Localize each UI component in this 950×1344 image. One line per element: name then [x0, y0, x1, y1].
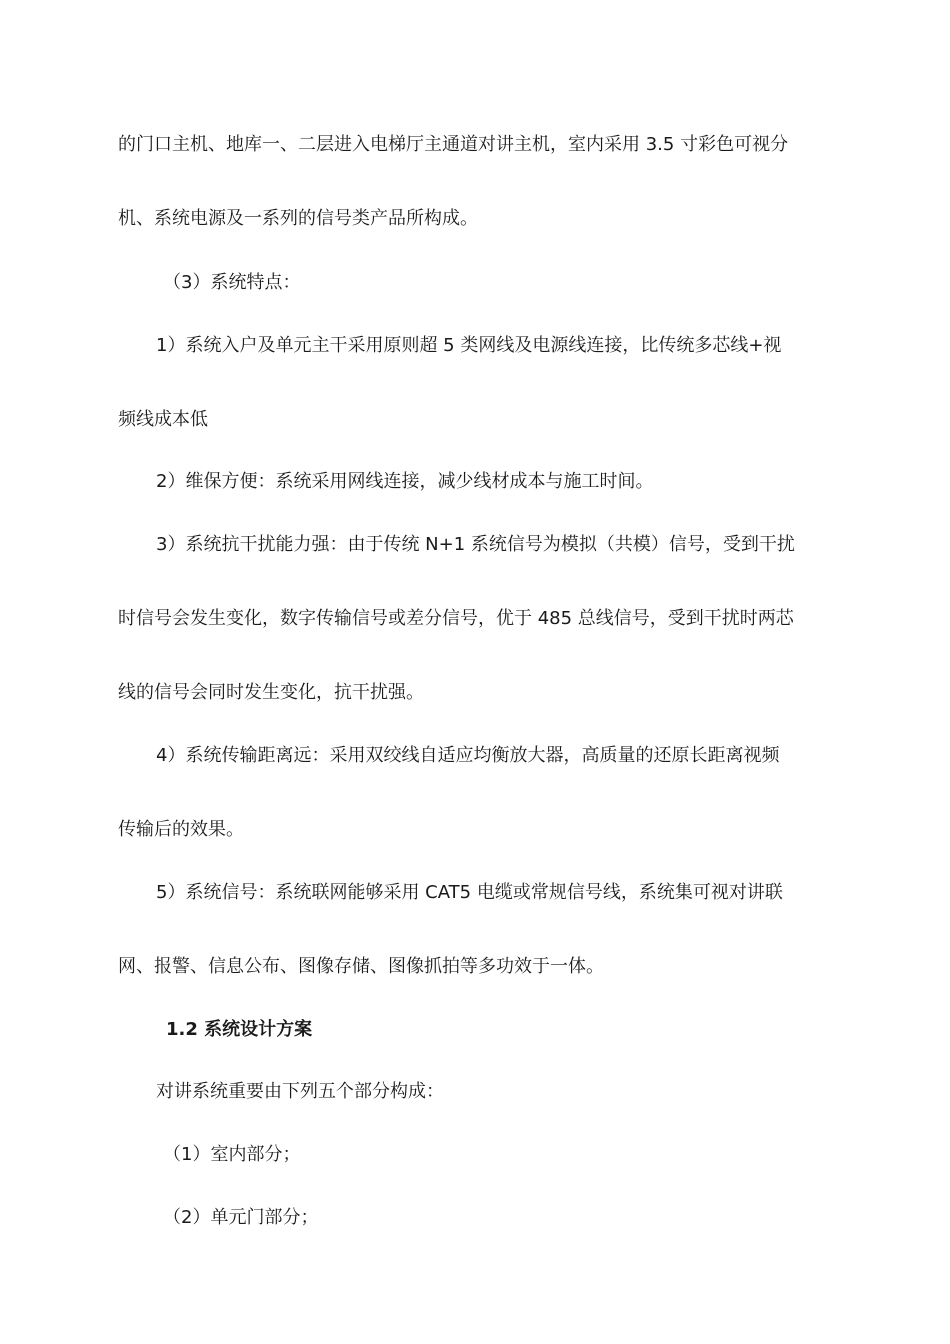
subsection-label: （3）系统特点：	[163, 272, 301, 293]
paragraph-line: 频线成本低	[118, 409, 208, 430]
list-item-4: 4）系统传输距离远：采用双绞线自适应均衡放大器，高质量的还原长距离视频	[156, 745, 780, 766]
list-item-5: 5）系统信号：系统联网能够采用 CAT5 电缆或常规信号线，系统集可视对讲联	[156, 882, 783, 903]
paragraph-line: 机、系统电源及一系列的信号类产品所构成。	[118, 208, 478, 229]
paragraph-line: 线的信号会同时发生变化，抗干扰强。	[118, 682, 424, 703]
section-heading: 1.2 系统设计方案	[166, 1019, 313, 1040]
paragraph-line: 传输后的效果。	[118, 819, 244, 840]
paragraph-line: 的门口主机、地库一、二层进入电梯厅主通道对讲主机，室内采用 3.5 寸彩色可视分	[118, 134, 789, 155]
paragraph-line: 网、报警、信息公布、图像存储、图像抓拍等多功效于一体。	[118, 956, 604, 977]
paragraph-line: 对讲系统重要由下列五个部分构成：	[156, 1081, 444, 1102]
paragraph-line: 时信号会发生变化，数字传输信号或差分信号，优于 485 总线信号，受到干扰时两芯	[118, 608, 794, 629]
list-item: （1）室内部分；	[163, 1144, 301, 1165]
list-item-1: 1）系统入户及单元主干采用原则超 5 类网线及电源线连接，比传统多芯线+视	[156, 335, 782, 356]
list-item: （2）单元门部分；	[163, 1207, 319, 1228]
list-item-2: 2）维保方便：系统采用网线连接，减少线材成本与施工时间。	[156, 471, 654, 492]
list-item-3: 3）系统抗干扰能力强：由于传统 N+1 系统信号为模拟（共模）信号，受到干扰	[156, 534, 795, 555]
